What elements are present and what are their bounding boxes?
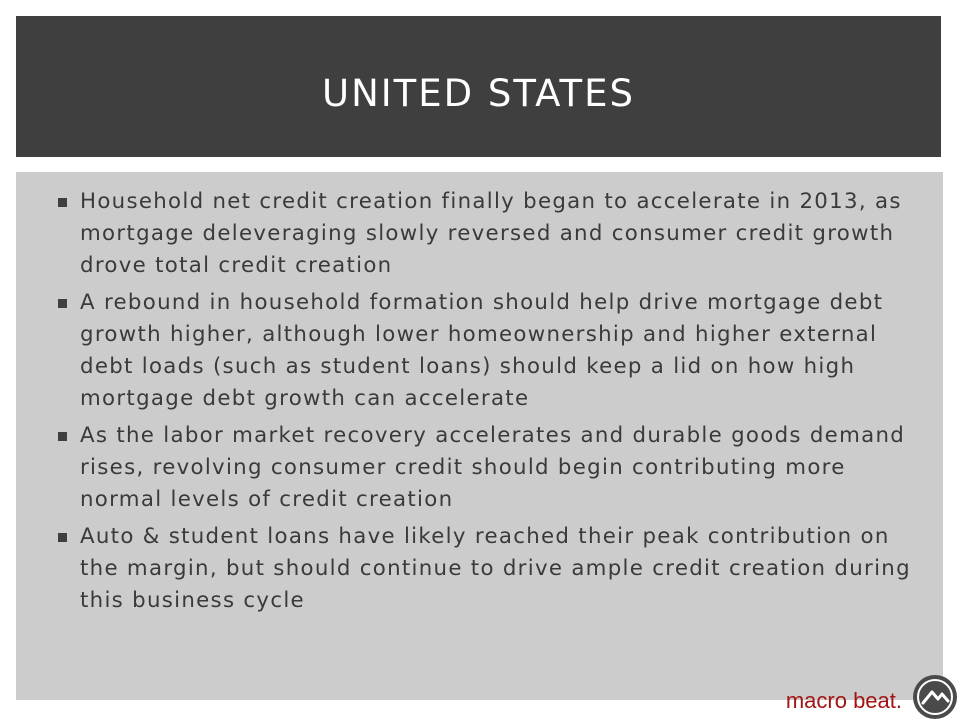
bullet-item [58, 420, 918, 516]
bullet-item [58, 287, 918, 415]
bullet-text: Auto & student loans have likely reached their peak contribution on the margin, but should continue to drive ample credit creation during this business cycle [80, 524, 911, 613]
bullet-text: A rebound in household formation should help drive mortgage debt growth higher, although lower homeownership and higher external debt loads (such as student loans) should keep a lid on how high mortgage debt growth can accelerate [80, 290, 884, 411]
square-bullet-icon [58, 533, 67, 542]
slide-title: UNITED STATES [321, 72, 636, 115]
square-bullet-icon [58, 198, 67, 207]
content-panel [16, 172, 943, 700]
square-bullet-icon [58, 432, 67, 441]
bullet-item [58, 186, 918, 282]
brand-text: macro beat. [785, 688, 902, 713]
bullet-list [58, 186, 918, 622]
bullet-text: As the labor market recovery accelerates and durable goods demand rises, revolving consumer credit should begin contributing more normal levels of credit creation [80, 423, 906, 512]
macro-beat-logo-icon [912, 674, 958, 720]
title-bar [16, 16, 941, 157]
bullet-text: Household net credit creation finally began to accelerate in 2013, as mortgage deleveraging slowly reversed and consumer credit growth drove total credit creation [80, 189, 902, 278]
square-bullet-icon [58, 299, 67, 308]
bullet-item [58, 521, 918, 617]
